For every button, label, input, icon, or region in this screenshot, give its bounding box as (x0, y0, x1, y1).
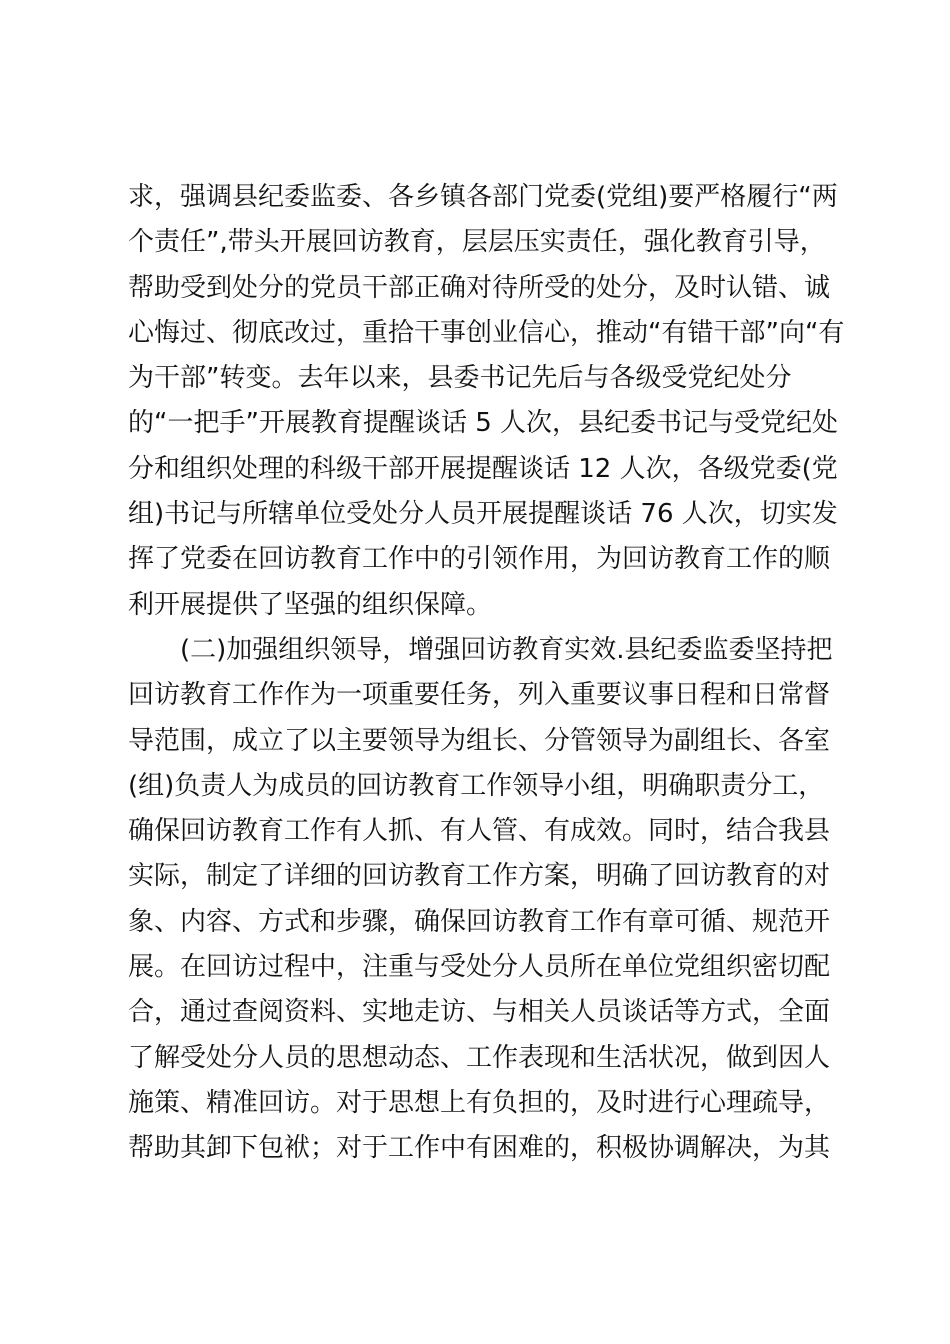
text-line: 帮助受到处分的党员干部正确对待所受的处分，及时认错、诚 (128, 272, 831, 303)
text-line: 象、内容、方式和步骤，确保回访教育工作有章可循、规范开 (128, 906, 831, 937)
text-line: 了解受处分人员的思想动态、工作表现和生活状况，做到因人 (128, 1042, 831, 1073)
text-line: 确保回访教育工作有人抓、有人管、有成效。同时，结合我县 (128, 816, 831, 847)
section-heading-line: (二)加强组织领导，增强回访教育实效.县纪委监委坚持把 (180, 634, 833, 665)
text-line: 利开展提供了坚强的组织保障。 (128, 589, 493, 620)
text-line: 组)书记与所辖单位受处分人员开展提醒谈话 76 人次，切实发 (128, 499, 838, 530)
text-line: 心悔过、彻底改过，重拾干事创业信心，推动“有错干部”向“有 (128, 317, 845, 348)
text-line: 挥了党委在回访教育工作中的引领作用，为回访教育工作的顺 (128, 544, 831, 575)
text-line: 施策、精准回访。对于思想上有负担的，及时进行心理疏导， (128, 1087, 831, 1118)
text-line: 合，通过查阅资料、实地走访、与相关人员谈话等方式，全面 (128, 997, 831, 1028)
text-line: 导范围，成立了以主要领导为组长、分管领导为副组长、各室 (128, 725, 831, 756)
text-line: 展。在回访过程中，注重与受处分人员所在单位党组织密切配 (128, 952, 831, 983)
text-line: 分和组织处理的科级干部开展提醒谈话 12 人次，各级党委(党 (128, 453, 838, 484)
text-line: 个责任”,带头开展回访教育，层层压实责任，强化教育引导， (128, 227, 826, 258)
text-line: 回访教育工作作为一项重要任务，列入重要议事日程和日常督 (128, 680, 831, 711)
text-line: 帮助其卸下包袱；对于工作中有困难的，积极协调解决，为其 (128, 1133, 831, 1164)
text-line: 的“一把手”开展教育提醒谈话 5 人次，县纪委书记与受党纪处 (128, 408, 839, 439)
text-line: 求，强调县纪委监委、各乡镇各部门党委(党组)要严格履行“两 (128, 182, 838, 212)
text-line: 实际，制定了详细的回访教育工作方案，明确了回访教育的对 (128, 861, 831, 892)
text-line: (组)负责人为成员的回访教育工作领导小组，明确职责分工， (128, 770, 825, 801)
text-line: 为干部”转变。去年以来，县委书记先后与各级受党纪处分 (128, 363, 792, 394)
body-text (128, 175, 845, 1172)
